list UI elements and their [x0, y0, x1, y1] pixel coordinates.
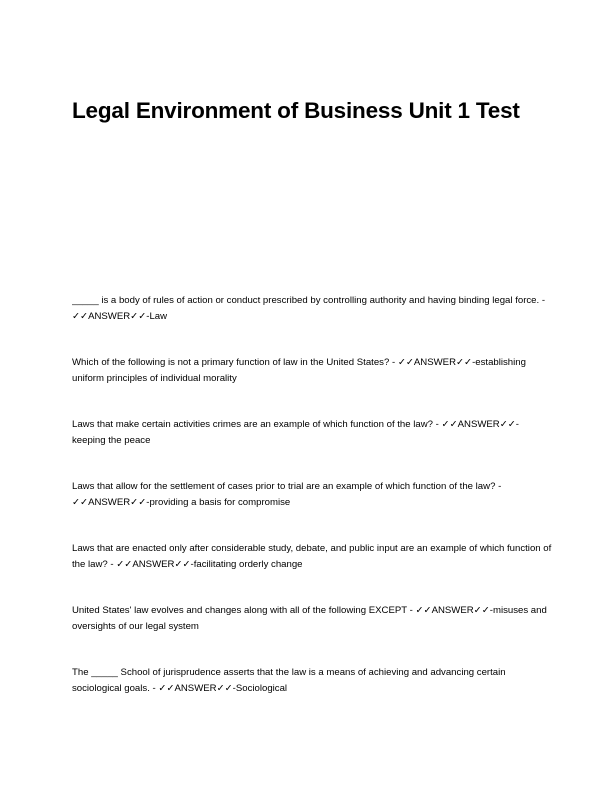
list-item — [72, 665, 552, 697]
list-item — [72, 417, 552, 449]
answer-text: keeping the peace — [72, 435, 151, 446]
list-item — [72, 603, 552, 635]
question-text: Laws that are enacted only after considerable study, debate, and public input are an example of which function of the law? — [72, 543, 552, 570]
answer-marker: - ✓✓ANSWER✓✓- — [72, 295, 546, 322]
answer-text: misuses and oversights of our legal system — [72, 605, 547, 632]
answer-text: Law — [149, 311, 168, 322]
answer-text: establishing uniform principles of individual morality — [72, 357, 526, 384]
list-item — [72, 479, 552, 511]
answer-marker: - ✓✓ANSWER✓✓- — [389, 357, 476, 368]
list-item — [72, 355, 552, 387]
document-title: Legal Environment of Business Unit 1 Test — [72, 98, 520, 123]
answer-text: Sociological — [235, 683, 288, 694]
answer-text: facilitating orderly change — [193, 559, 303, 570]
answer-text: providing a basis for compromise — [149, 497, 291, 508]
answer-marker: - ✓✓ANSWER✓✓- — [72, 481, 502, 508]
question-text: United States' law evolves and changes along with all of the following EXCEPT — [72, 605, 407, 616]
question-text: _____ is a body of rules of action or conduct prescribed by controlling authority and having binding legal force. — [72, 295, 540, 306]
answer-marker: - ✓✓ANSWER✓✓- — [433, 419, 519, 430]
list-item — [72, 541, 552, 573]
question-answer-list — [72, 293, 552, 727]
list-item — [72, 293, 552, 325]
answer-marker: - ✓✓ANSWER✓✓- — [149, 683, 236, 694]
question-text: The _____ School of jurisprudence asserts that the law is a means of achieving and advancing certain sociological goals. — [72, 667, 506, 694]
question-text: Laws that make certain activities crimes are an example of which function of the law? — [72, 419, 434, 430]
question-text: Laws that allow for the settlement of cases prior to trial are an example of which function of the law? — [72, 481, 496, 492]
answer-marker: - ✓✓ANSWER✓✓- — [406, 605, 493, 616]
question-text: Which of the following is not a primary function of law in the United States? — [72, 357, 390, 368]
answer-marker: - ✓✓ANSWER✓✓- — [107, 559, 194, 570]
